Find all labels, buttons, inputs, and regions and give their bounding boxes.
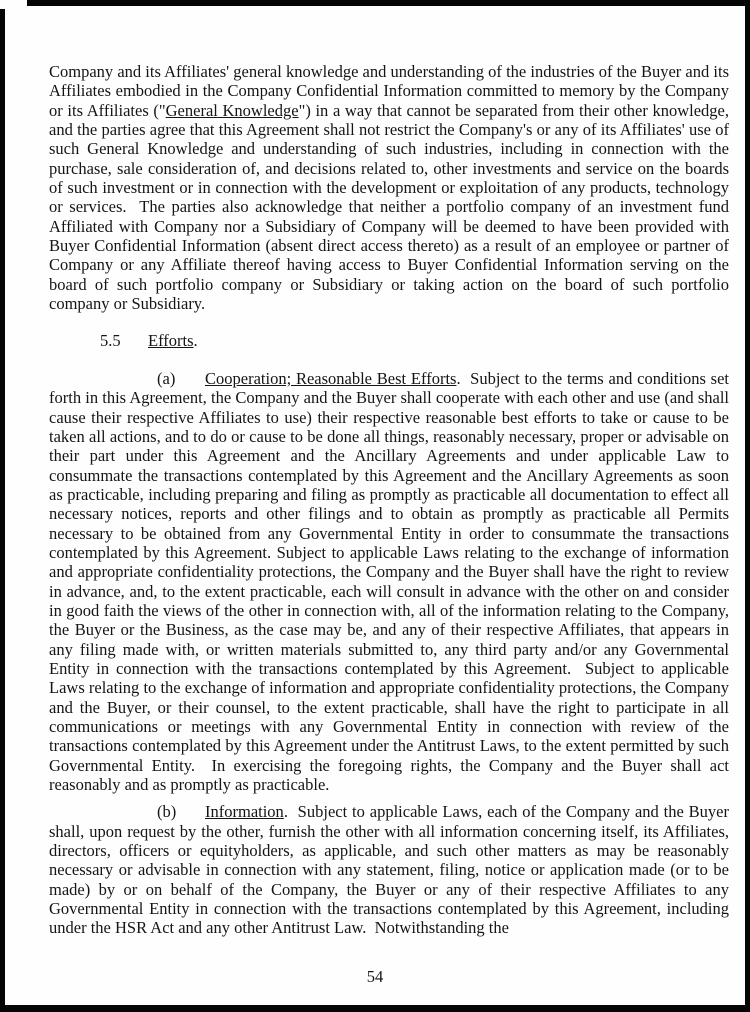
scan-border-right: [745, 0, 750, 1012]
defined-term-general-knowledge: General Knowledge: [165, 100, 299, 120]
section-5-5-heading: [100, 331, 729, 350]
subsection-b-paragraph: [49, 802, 734, 938]
scan-border-bottom: [0, 1005, 750, 1012]
subsection-a-label: (a): [157, 368, 176, 388]
subsection-a-title: Cooperation; Reasonable Best Efforts: [205, 368, 457, 388]
subsection-b-title: Information: [205, 802, 284, 822]
page-content: [49, 62, 734, 956]
subsection-b-label: (b): [157, 802, 177, 822]
subsection-b-body: . Subject to applicable Laws, each of the Company and the Buyer shall, upon request by the other, furnish the other with all information concerning itself, its Affiliates, directors, officers or equityholders, as applicable, and such other matters as may be reasonably necessary or advisable in connection with any statement, filing, notice or application made (or to be made) by or on behalf of the Company, the Buyer or any of their respective Affiliates to any Governmental Entity in connection with the transactions contemplated by this Agreement, including under the HSR Act and any other Antitrust Law. Notwithstanding the: [49, 802, 734, 938]
section-title: Efforts: [148, 331, 194, 351]
scan-border-left: [0, 9, 5, 1012]
intro-paragraph: [49, 62, 734, 314]
section-title-period: .: [193, 331, 198, 351]
page-number: 54: [366, 967, 384, 986]
subsection-a-body: . Subject to the terms and conditions set forth in this Agreement, the Company and the Buyer shall cooperate with each other and use (and shall cause their respective Affiliates to use) their respective reasonable best efforts to take or cause to be taken all actions, and to do or cause to be done all things, reasonably necessary, proper or advisable on their part under this Agreement and the Ancillary Agreements and under applicable Law to consummate the transactions contemplated by this Agreement and the Ancillary Agreements as soon as practicable, including preparing and filing as promptly as practicable all documentation to effect all necessary notices, reports and other filings and to obtain as promptly as practicable all Permits necessary to be obtained from any Governmental Entity in order to consummate the transactions contemplated by this Agreement. Subject to applicable Laws relating to the exchange of information and appropriate confidentiality protections, the Company and the Buyer shall have the right to review in advance, and, to the extent practicable, each will consult in advance with the other on and consider in good faith the views of the other in connection with, all of the information relating to the Company, the Buyer or the Business, as the case may be, and any of their respective Affiliates, that appears in any filing made with, or written materials submitted to, any third party and/or any Governmental Entity in connection with the transactions contemplated by this Agreement. Subject to applicable Laws relating to the exchange of information and appropriate confidentiality protections, the Company and the Buyer, or their counsel, to the extent practicable, shall have the right to participate in all communications or meetings with any Governmental Entity in connection with review of the transactions contemplated by this Agreement under the Antitrust Laws, to the extent permitted by such Governmental Entity. In exercising the foregoing rights, the Company and the Buyer shall act reasonably and as promptly as practicable.: [49, 368, 734, 795]
scan-border-top: [27, 0, 750, 6]
subsection-a-paragraph: [49, 368, 734, 795]
section-number: 5.5: [100, 331, 121, 351]
intro-paragraph-pre: Company and its Affiliates' general knowledge and understanding of the industries of the Buyer and its Affiliates embodied in the Company Confidential Information committed to memory by the Company or its Affiliates (": [49, 62, 734, 120]
intro-paragraph-post: ") in a way that cannot be separated from their other knowledge, and the parties agree that this Agreement shall not restrict the Company's or any of its Affiliates' use of such General Knowledge and understanding of such industries, including in connection with the purchase, sale consideration of, and decisions related to, other investments and service on the boards of such investment or in connection with the development or exploitation of any products, technology or services. The parties also acknowledge that neither a portfolio company of an investment fund Affiliated with Company nor a Subsidiary of Company will be deemed to have been provided with Buyer Confidential Information (absent direct access thereto) as a result of an employee or partner of Company or any Affiliate thereof having access to Buyer Confidential Information serving on the board of such portfolio company or Subsidiary or taking action on the board of such portfolio company or Subsidiary.: [49, 100, 734, 314]
